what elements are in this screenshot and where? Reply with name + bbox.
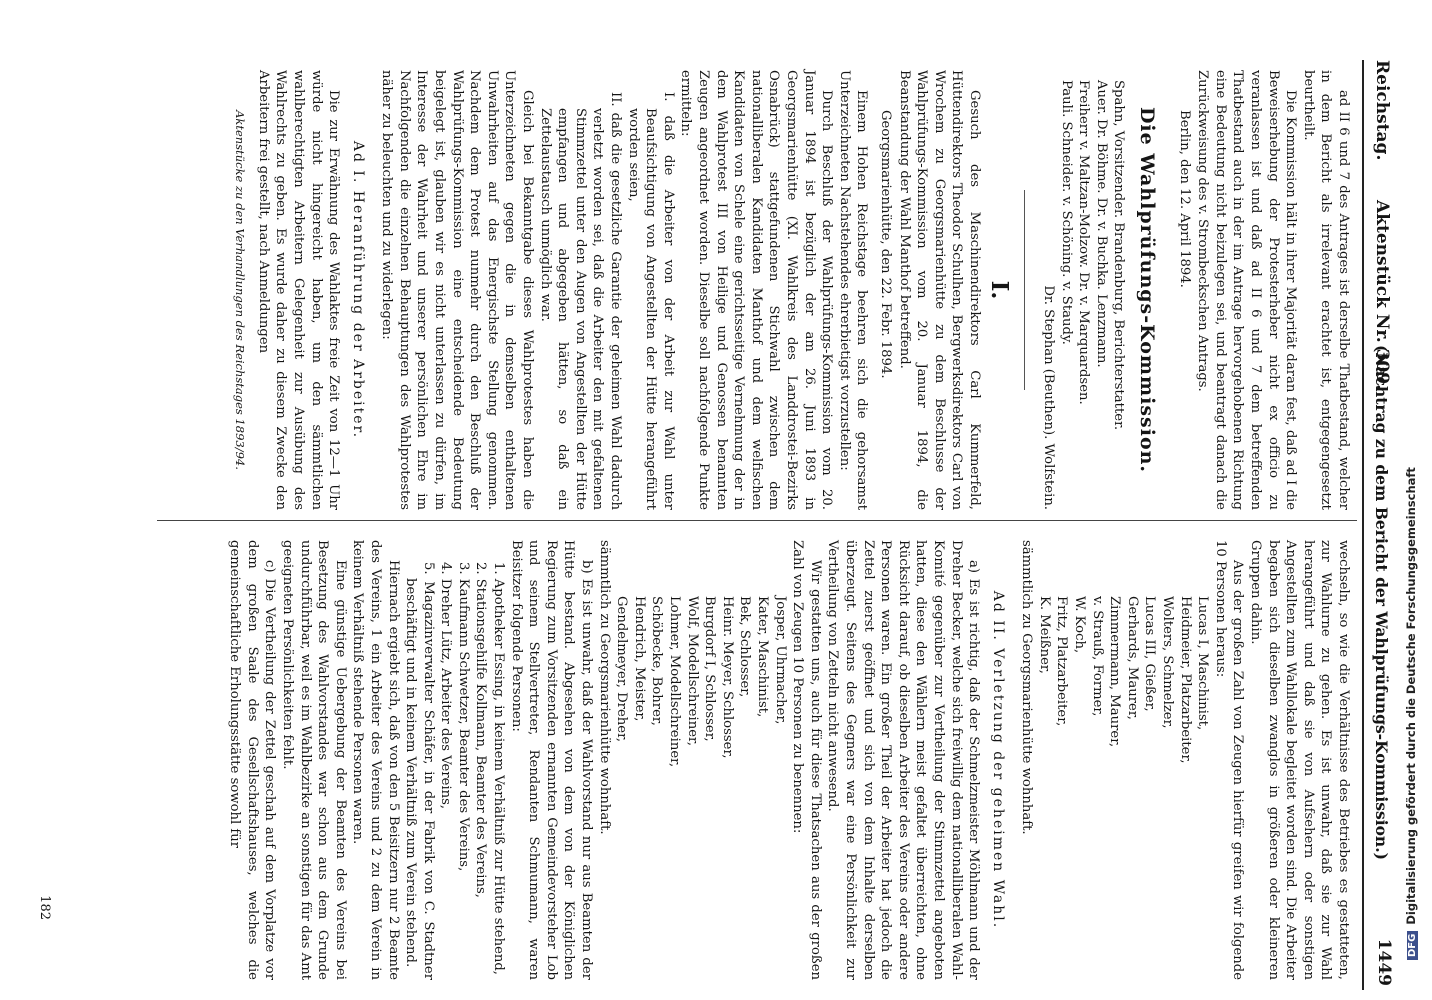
paragraph: wechseln, so wie die Verhältnisse des Betriebes es gestatteten, zur Wahlurne zu gehen. Es ist unwahr, daß sie zur Wahl herangeführt und daß sie von Aufsehern oder sonstigen Angestellten zum Wahllokale begleitet worden sind. Die Arbeiter begaben sich dieselben zwanglos in größeren oder kleineren Gruppen dahin.	[1248, 540, 1351, 980]
numbered-point: II. daß die gesetzliche Garantie der geheimen Wahl dadurch verletzt worden sei, daß die Arbeiter den mit gefaltenen Stimmzettel unter den Augen von Angestellten der Hütte empfangen und abgegeben hätten, so daß ein Zettelaustausch unmöglich war.	[537, 92, 624, 510]
header-right: (Nachtrag zu dem Bericht der Wahlprüfungs-Kommission.)	[1372, 345, 1391, 860]
list-item: Josper, Uhrmacher,	[772, 596, 788, 725]
list-item: Lucas III, Gießer,	[1142, 596, 1158, 712]
witness-list	[613, 540, 789, 980]
paragraph: Die Kommission hält in ihrer Majorität daran fest, daß ad I die Beweiserhebung der Protesterheber nicht ex officio zu veranlassen ist und daß ad II 6 und 7 dem betreffenden Thatbestand auch in der im Antrage hervorgehobenen Richtung eine Bedeutung nicht beizulegen sei, und beantragt danach die Zurückweisung des v. Strombeckschen Antrags.	[1195, 70, 1299, 510]
numbered-point: 2. Stationsgehilfe Kollmann, Beamter des Vereins,	[473, 562, 489, 898]
list-item: Gerhards, Maurer,	[1124, 596, 1140, 720]
date-line: Berlin, den 12. April 1894.	[1176, 110, 1192, 288]
list-item: Schöbecke, Bohrer,	[649, 596, 665, 726]
list-item: Hendrich, Meister,	[631, 596, 647, 722]
paragraph: a) Es ist richtig, daß der Schmelzmeister Möhlmann und der Dreher Becker, welche sich freiwillig dem nationalliberalen Wahl-Komité gegenüber zur Vertheilung der Stimmzettel angeboten hatten, diese den Wählern meist gefaltet überreichten, ohne Rücksicht darauf, ob dieselben Arbeiter des Vereins oder andere Personen waren. Ein großer Theil der Arbeiter hat jedoch die Zettel zuerst geöffnet und sich von dem Inhalte derselben überzeugt. Seitens des Gegners war eine Persönlichkeit zur Vertheilung von Zetteln nicht anwesend.	[825, 540, 982, 980]
column-divider	[157, 520, 1357, 521]
commission-title: Die Wahlprüfungs-Kommission.	[1136, 106, 1159, 474]
numbered-point: 5. Magazinverwalter Schäfer, in der Fabrik von C. Stadtner beschäftigt und in keinem Verhältniß zum Verein stehend.	[403, 562, 436, 980]
list-item: W. Koch,	[1072, 596, 1088, 654]
witness-note: sämmtlich zu Georgsmarienhütte wohnhaft.	[596, 540, 612, 835]
list-item: Lucas I, Maschinist,	[1195, 596, 1211, 731]
dfg-logo: DFG	[1407, 931, 1418, 960]
list-item: Wolf, Modellschreiner,	[684, 596, 700, 747]
date-line: Georgsmarienhütte, den 22. Febr. 1894.	[877, 110, 893, 379]
credit-text: Digitalisierung gefördert durch die Deutsche Forschungsgemeinschaft	[1404, 467, 1418, 925]
numbered-point: I. daß die Arbeiter von der Arbeit zur Wahl unter Beaufsichtigung von Angestellten der Hütte herangeführt worden seien,	[625, 92, 676, 510]
right-column	[226, 540, 1352, 980]
member-line: Spahn, Vorsitzender. Brandenburg, Berichterstatter.	[1111, 80, 1127, 431]
list-item: Bek, Schlosser,	[737, 596, 753, 698]
section-heading: Ad II. Verletzung der geheimen Wahl.	[989, 590, 1006, 930]
digitization-credit	[1392, 0, 1432, 1000]
header-left: Reichstag.	[1372, 60, 1392, 161]
paragraph: b) Es ist unwahr, daß der Wahlvorstand nur aus Beamten der Hütte bestand. Abgesehen von dem von der Königlichen Regierung zum Vorsitzenden ernannten Gemeindevorsteher Lob und seinem Stellvertreter, Rendanten Schmumann, waren Beisitzer folgende Personen:	[508, 540, 595, 980]
list-item: Heinr. Meyer, Schlosser,	[719, 596, 735, 759]
numbered-point: 4. Dreher Lütz, Arbeiter des Vereins,	[438, 562, 454, 810]
numbered-point: 1. Apotheker Essing, in keinem Verhältniß zur Hütte stehend,	[491, 562, 507, 976]
numbered-point: 3. Kaufmann Schwetzer, Beamter des Vereins,	[455, 562, 471, 872]
left-column	[231, 70, 1352, 510]
member-line: Pauli. Schneider. v. Schöning. v. Staudy.	[1058, 80, 1074, 345]
witness-list	[1035, 540, 1211, 980]
paragraph: Aus der großen Zahl von Zeugen hierfür greifen wir folgende 10 Personen heraus:	[1212, 540, 1246, 980]
paragraph: Wir gestatten uns, auch für diese Thatsachen aus der großen Zahl von Zeugen 10 Personen zu benennen:	[790, 540, 823, 980]
section-number: I.	[986, 280, 1014, 300]
member-line: Auer. Dr. Böhme. Dr. v. Buchka. Lenzmann.	[1093, 80, 1109, 368]
section-heading: Ad I. Heranführung der Arbeiter.	[349, 140, 366, 440]
paragraph: Eine günstige Uebergebung der Beamten des Vereins bei Besetzung des Wahlvorstandes war schon aus dem Grunde undurchführbar, weil es im Wahlbezirke an sonstigen für das Amt geeigneten Persönlichkeiten fehlt.	[279, 540, 348, 980]
header-rule	[1362, 60, 1364, 990]
list-item: K. Meißner,	[1036, 596, 1052, 674]
paragraph: Einem Hohen Reichstage beehren sich die gehorsamst Unterzeichneten Nachstehendes ehrerbietigst vorzustellen:	[836, 70, 870, 510]
separator-rule	[1025, 190, 1026, 390]
member-line: Freiherr v. Maltzan-Molzow. Dr. v. Marquardsen.	[1076, 80, 1092, 405]
list-item: v. Strauß, Former,	[1089, 596, 1105, 717]
paragraph: Hiernach ergiebt sich, daß von den 5 Beisitzern nur 2 Beamte des Vereins, 1 ein Arbeiter des Vereins und 2 zu dem Verein in keinem Verhältniß stehende Personen waren.	[350, 540, 401, 980]
list-item: Burgdorf I, Schlosser,	[702, 596, 718, 742]
header-page-number: 1449	[1374, 938, 1394, 986]
paragraph: Gleich bei Bekanntgabe dieses Wahlprotestes haben die Unterzeichneten gegen die in demselben enthaltenen Unwahrheiten auf das Energischste Stellung genommen. Nachdem dem Protest nunmehr durch den Beschluß der Wahlprüfungs-Kommission eine entscheidende Bedeutung beigelegt ist, glauben wir es nicht unterlassen zu dürfen, im Interesse der Wahrheit und unserer persönlichen Ehre im Nachfolgenden die einzelnen Behauptungen des Wahlprotestes näher zu beleuchten und zu widerlegen:	[379, 70, 536, 510]
list-item: Gendelmeyer, Dreher,	[614, 596, 630, 743]
paragraph: c) Die Vertheilung der Zettel geschah auf dem Vorplatze vor dem großen Saale des Gesellschaftshauses, welches die gemeinschaftliche Erholungsstätte sowohl für	[227, 540, 278, 980]
paragraph: Durch Beschluß der Wahlprüfungs-Kommission vom 20. Januar 1894 ist bezüglich der am 26. Juni 1893 in Georgsmarienhütte (XI. Wahlkreis des Landdrostei-Bezirks Osnabrück) stattgefundenen Stichwahl zwischen dem nationalliberalen Kandidaten Manthof und dem welfischen Kandidaten von Schele eine gerichtsseitige Vernehmung der in dem Wahlprotest III von Heilige und Genossen benannten Zeugen angeordnet worden. Dieselbe soll nachfolgende Punkte ermitteln:	[678, 70, 835, 510]
list-item: Wolters, Schmelzer,	[1160, 596, 1176, 729]
list-item: Lohmer, Modellschreiner,	[667, 596, 683, 768]
header-center: Aktenstück Nr. 309.	[1372, 200, 1392, 391]
paragraph: Die zur Erwähnung des Wahlaktes freie Zeit von 12—1 Uhr würde nicht hingereicht haben, um den sämmtlichen wahlberechtigten Arbeitern Gelegenheit zur Ausübung des Wahlrechts zu geben. Es wurde daher zu diesem Zwecke den Arbeitern frei gestellt, nach Anmeldungen	[255, 70, 342, 510]
list-item: Fritz, Platzarbeiter,	[1054, 596, 1070, 727]
paragraph: Gesuch des Maschinendirektors Carl Kummerfeld, Hüttendirektors Theodor Schulhen, Bergwerksdirektors Carl von Wrochem zu Georgsmarienhütte zu dem Beschlusse der Wahlprüfungs-Kommission vom 20. Januar 1894, die Beanstandung der Wahl Manthof betreffend.	[896, 70, 982, 510]
list-item: Kater, Maschinist,	[755, 596, 770, 718]
credit-text-line	[1404, 0, 1418, 960]
signature-line: Dr. Stephan (Beuthen). Wolfstein.	[1041, 285, 1057, 510]
witness-note: sämmtlich zu Georgsmarienhütte wohnhaft.	[1019, 540, 1035, 835]
page-header	[1368, 60, 1394, 990]
list-item: Zimmermann, Maurer,	[1107, 596, 1123, 748]
paragraph: ad II 6 und 7 des Antrages ist derselbe Thatbestand, welcher in dem Bericht als irrelevant erachtet ist, entgegengesetzt beurtheilt.	[1300, 70, 1351, 510]
footer-line: Aktenstücke zu den Verhandlungen des Reichstages 1893/94.	[233, 110, 248, 470]
bottom-page-number: 182	[37, 895, 52, 920]
list-item: Heidmeier, Platzarbeiter,	[1177, 596, 1193, 764]
